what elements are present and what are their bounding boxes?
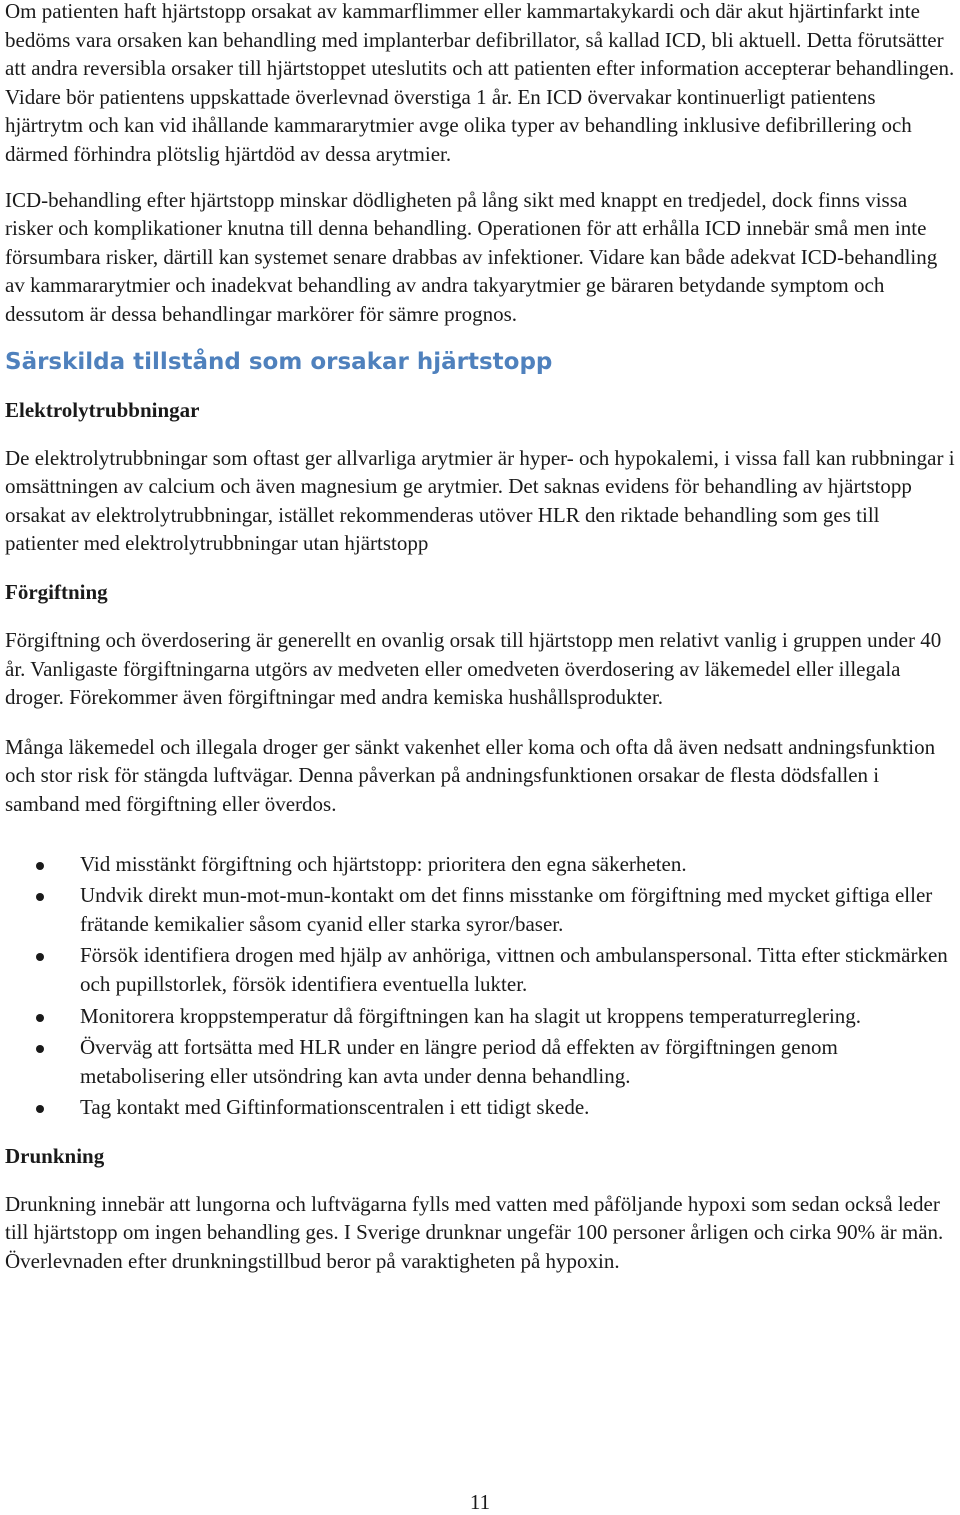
bullet-icon bbox=[36, 1105, 44, 1113]
paragraph-icd-intro: Om patienten haft hjärtstopp orsakat av kammarflimmer eller kammartakykardi och där akut hjärtinfarkt inte bedöms vara orsaken kan behandling med implanterbar defibrillator, så kallad ICD, bli aktuell. Detta förutsätter att andra reversibla orsaker till hjärtstoppet uteslutits och att patienten efter information accepterar behandlingen. Vidare bör patientens uppskattade överlevnad överstiga 1 år. En ICD övervakar kontinuerligt patientens hjärtrytm och kan vid ihållande kammararytmier avge olika typer av behandling inklusive defibrillering och därmed förhindra plötslig hjärtdöd av dessa arytmier. bbox=[5, 0, 955, 166]
list-item-text: Försök identifiera drogen med hjälp av anhöriga, vittnen och ambulanspersonal. Titta efter stickmärken och pupillstorlek, försök identifiera eventuella lukter. bbox=[80, 943, 948, 996]
list-item-text: Monitorera kroppstemperatur då förgiftningen kan ha slagit ut kroppens temperaturreglering. bbox=[80, 1003, 862, 1028]
list-item bbox=[5, 881, 958, 938]
bullet-icon bbox=[36, 862, 44, 870]
list-item bbox=[5, 1033, 958, 1090]
bullet-icon bbox=[36, 893, 44, 901]
paragraph-drunkning: Drunkning innebär att lungorna och luftvägarna fylls med vatten med påföljande hypoxi som sedan också leder till hjärtstopp om ingen behandling ges. I Sverige drunknar ungefär 100 personer årligen och cirka 90% är män. Överlevnaden efter drunkningstillbud beror på varaktigheten på hypoxin. bbox=[5, 1191, 944, 1274]
list-item bbox=[5, 1002, 958, 1031]
paragraph-elektrolyt: De elektrolytrubbningar som oftast ger allvarliga arytmier är hyper- och hypokalemi, i vissa fall kan rubbningar i omsättningen av calcium och även magnesium ge arytmier. Det saknas evidens för behandling av hjärtstopp orsakat av elektrolytrubbningar, istället rekommenderas utöver HLR den riktade behandling som ges till patienter med elektrolytrubbningar utan hjärtstopp bbox=[5, 445, 955, 556]
list-item bbox=[5, 1093, 958, 1122]
list-item-text: Tag kontakt med Giftinformationscentralen i ett tidigt skede. bbox=[80, 1095, 590, 1120]
subheading-drunkning: Drunkning bbox=[5, 1143, 105, 1168]
list-item-text: Överväg att fortsätta med HLR under en längre period då effekten av förgiftningen genom metabolisering eller utsöndring kan avta under denna behandling. bbox=[80, 1035, 838, 1088]
paragraph-forgiftning-1: Förgiftning och överdosering är generellt en ovanlig orsak till hjärtstopp men relativt vanlig i gruppen under 40 år. Vanligaste förgiftningarna utgörs av medveten eller omedveten överdosering av läkemedel eller illegala droger. Förekommer även förgiftningar med andra kemiska hushållsprodukter. bbox=[5, 627, 942, 710]
bullet-icon bbox=[36, 1014, 44, 1022]
list-item bbox=[5, 941, 958, 998]
list-item bbox=[5, 850, 958, 879]
page-number: 11 bbox=[469, 1490, 491, 1514]
document-page bbox=[5, 0, 958, 1276]
section-heading: Särskilda tillstånd som orsakar hjärtstopp bbox=[5, 348, 553, 375]
bullet-icon bbox=[36, 953, 44, 961]
paragraph-forgiftning-2: Många läkemedel och illegala droger ger sänkt vakenhet eller koma och ofta då även nedsatt andningsfunktion och stor risk för stängda luftvägar. Denna påverkan på andningsfunktionen orsakar de flesta dödsfallen i samband med förgiftning eller överdos. bbox=[5, 734, 936, 816]
list-item-text: Vid misstänkt förgiftning och hjärtstopp: prioritera den egna säkerheten. bbox=[80, 851, 687, 876]
bullet-list-forgiftning bbox=[5, 850, 958, 1122]
bullet-icon bbox=[36, 1045, 44, 1053]
paragraph-icd-risks: ICD-behandling efter hjärtstopp minskar dödligheten på lång sikt med knappt en tredjedel, dock finns vissa risker och komplikationer knutna till denna behandling. Operationen för att erhålla ICD innebär små men inte försumbara risker, därtill kan systemet senare drabbas av infektioner. Vidare kan både adekvat ICD-behandling av kammararytmier och inadekvat behandling av andra takyarytmier ge bäraren betydande symptom och dessutom är dessa behandlingar markörer för sämre prognos. bbox=[5, 187, 938, 326]
subheading-elektrolyt: Elektrolytrubbningar bbox=[5, 397, 200, 422]
list-item-text: Undvik direkt mun-mot-mun-kontakt om det finns misstanke om förgiftning med mycket giftiga eller frätande kemikalier såsom cyanid eller starka syror/baser. bbox=[80, 883, 933, 936]
subheading-forgiftning: Förgiftning bbox=[5, 579, 108, 604]
